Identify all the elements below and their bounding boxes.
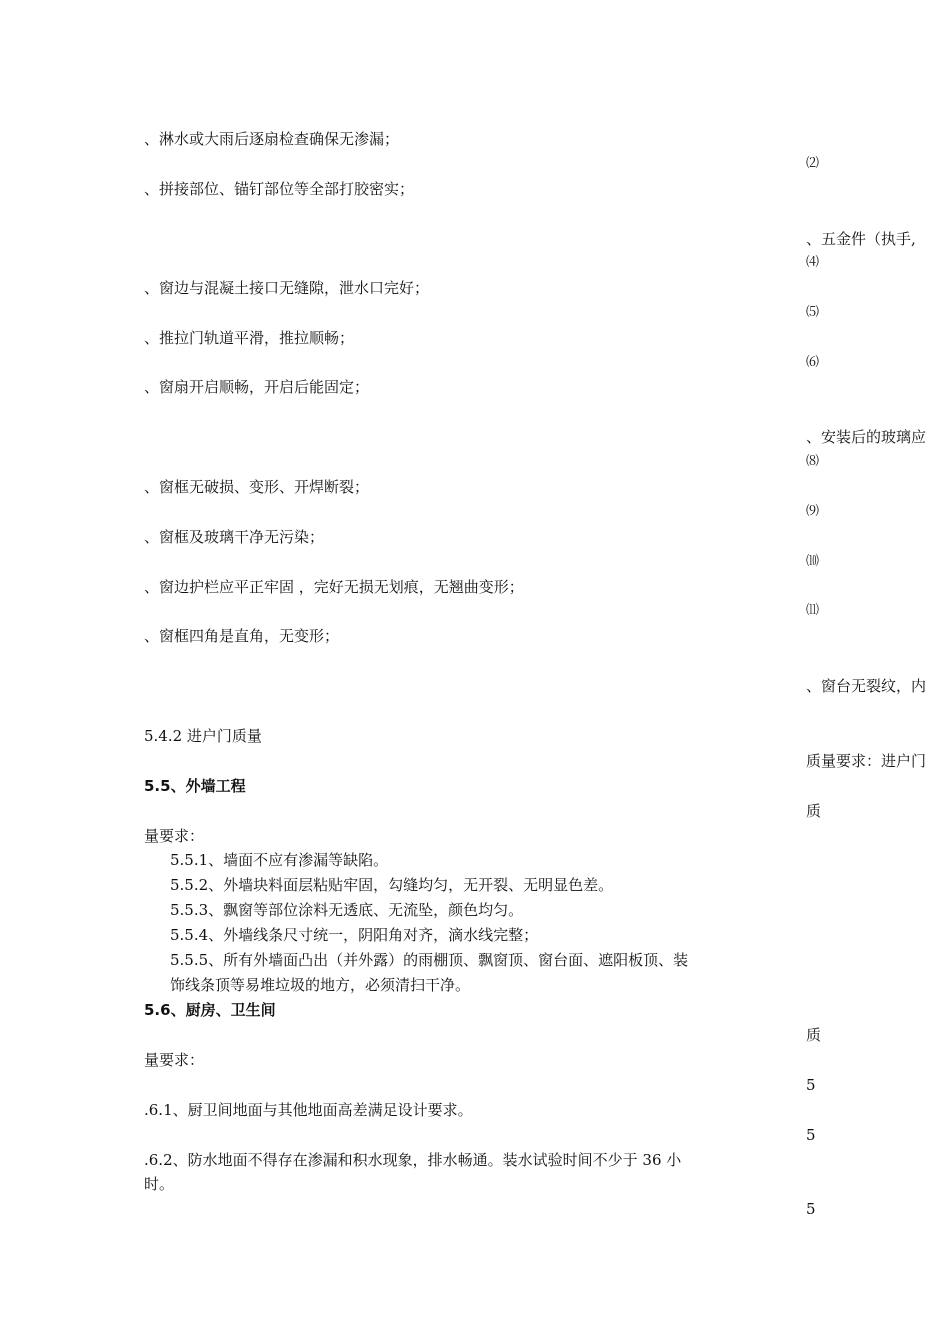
item-number: ⑾ <box>806 603 820 618</box>
item-number: ⑹ <box>806 355 820 370</box>
requirement-label: 量要求： <box>144 827 205 845</box>
item-number: ⑻ <box>806 454 820 469</box>
list-item: 、五金件（执手, <box>806 230 916 248</box>
list-item: 、窗边与混凝土接口无缝隙，泄水口完好； <box>144 279 430 297</box>
list-item: 5.5.1、墙面不应有渗漏等缺陷。 <box>170 851 389 869</box>
item-number: ⑷ <box>806 255 820 270</box>
list-item: 5.5.5、所有外墙面凸出（并外露）的雨棚顶、飘窗顶、窗台面、遮阳板顶、装 <box>170 951 689 969</box>
section-heading: 5.4.2 进户门质量 <box>144 727 262 745</box>
list-item: 5.5.2、外墙块料面层粘贴牢固，勾缝均匀，无开裂、无明显色差。 <box>170 876 614 894</box>
fragment-text: 5 <box>806 1076 816 1094</box>
list-item: 、窗框四角是直角，无变形； <box>144 627 340 645</box>
list-item: 5.5.3、飘窗等部位涂料无透底、无流坠，颜色均匀。 <box>170 901 524 919</box>
list-item: 、淋水或大雨后逐扇检查确保无渗漏； <box>144 130 400 148</box>
list-item: 饰线条顶等易堆垃圾的地方，必须清扫干净。 <box>170 976 471 994</box>
item-number: ⑼ <box>806 504 820 519</box>
list-item: 、安装后的玻璃应 <box>806 428 927 446</box>
list-item: 、窗台无裂纹，内 <box>806 677 927 695</box>
fragment-text: 5 <box>806 1126 816 1144</box>
fragment-text: 质 <box>806 1026 822 1044</box>
item-number: ⑵ <box>806 156 820 171</box>
item-number: ⑸ <box>806 305 820 320</box>
section-heading: 5.5、外墙工程 <box>144 777 246 795</box>
fragment-text: 5 <box>806 1200 816 1218</box>
list-item: 、窗框及玻璃干净无污染； <box>144 528 325 546</box>
list-item: 5.5.4、外墙线条尺寸统一，阴阳角对齐，滴水线完整； <box>170 926 539 944</box>
item-number: ⑽ <box>806 554 820 569</box>
requirement-label: 量要求： <box>144 1051 205 1069</box>
section-heading: 5.6、厨房、卫生间 <box>144 1001 276 1019</box>
fragment-text: 质 <box>806 802 822 820</box>
list-item: 时。 <box>144 1175 175 1193</box>
list-item: 、拼接部位、锚钉部位等全部打胶密实； <box>144 180 415 198</box>
list-item: .6.2、防水地面不得存在渗漏和积水现象，排水畅通。装水试验时间不少于 36 小 <box>144 1151 682 1169</box>
list-item: 质量要求：进户门 <box>806 752 927 770</box>
list-item: 、窗框无破损、变形、开焊断裂； <box>144 478 370 496</box>
list-item: 、窗扇开启顺畅，开启后能固定； <box>144 378 370 396</box>
list-item: .6.1、厨卫间地面与其他地面高差满足设计要求。 <box>144 1101 473 1119</box>
list-item: 、窗边护栏应平正牢固 ，完好无损无划痕，无翘曲变形； <box>144 578 524 596</box>
list-item: 、推拉门轨道平滑，推拉顺畅； <box>144 329 355 347</box>
